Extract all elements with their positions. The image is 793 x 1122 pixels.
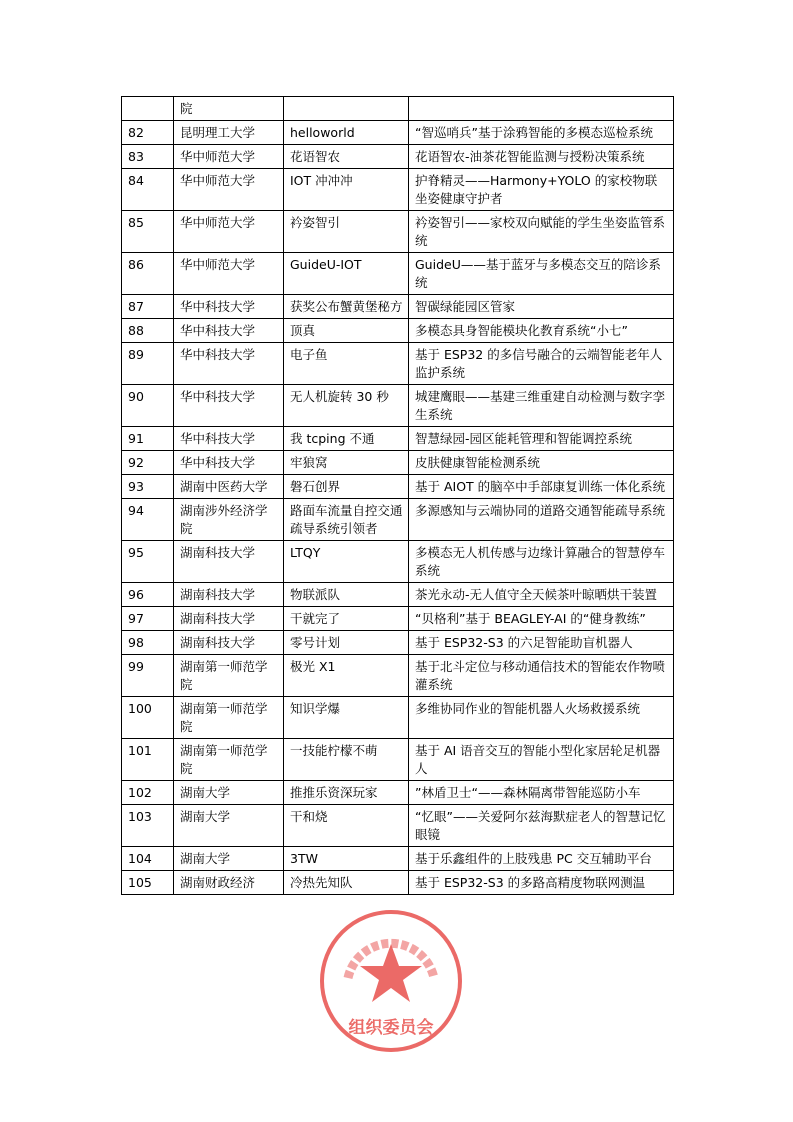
- work-title: “忆眼”——关爱阿尔兹海默症老人的智慧记忆眼镜: [409, 805, 674, 847]
- team-name: 干和烧: [284, 805, 409, 847]
- school-name: 湖南科技大学: [174, 583, 284, 607]
- table-row: [122, 781, 674, 805]
- work-title: 基于 ESP32-S3 的多路高精度物联网测温: [409, 871, 674, 895]
- row-number: 95: [122, 541, 174, 583]
- work-title: 茶光永动-无人值守全天候茶叶晾晒烘干装置: [409, 583, 674, 607]
- row-number: 91: [122, 427, 174, 451]
- table-row: [122, 169, 674, 211]
- table-row: [122, 583, 674, 607]
- team-name: 冷热先知队: [284, 871, 409, 895]
- row-number: 92: [122, 451, 174, 475]
- seal-text: 组织委员会: [348, 1018, 434, 1038]
- school-name: 湖南科技大学: [174, 541, 284, 583]
- work-title: 智慧绿园-园区能耗管理和智能调控系统: [409, 427, 674, 451]
- work-title: 皮肤健康智能检测系统: [409, 451, 674, 475]
- row-number: 93: [122, 475, 174, 499]
- row-number: 104: [122, 847, 174, 871]
- work-title: [409, 97, 674, 121]
- table-row: [122, 343, 674, 385]
- work-title: 护脊精灵——Harmony+YOLO 的家校物联坐姿健康守护者: [409, 169, 674, 211]
- team-name: GuideU-IOT: [284, 253, 409, 295]
- table-row: [122, 871, 674, 895]
- work-title: “贝格利”基于 BEAGLEY-AI 的“健身教练”: [409, 607, 674, 631]
- school-name: 湖南第一师范学院: [174, 697, 284, 739]
- table-row: [122, 385, 674, 427]
- table-row: [122, 655, 674, 697]
- row-number: 94: [122, 499, 174, 541]
- row-number: 86: [122, 253, 174, 295]
- row-number: 99: [122, 655, 174, 697]
- table-row: [122, 475, 674, 499]
- roster-body: [122, 97, 674, 895]
- table-row: [122, 697, 674, 739]
- team-name: 知识学爆: [284, 697, 409, 739]
- work-title: 衿姿智引——家校双向赋能的学生坐姿监管系统: [409, 211, 674, 253]
- table-row: [122, 97, 674, 121]
- row-number: [122, 97, 174, 121]
- team-name: 牢狼窝: [284, 451, 409, 475]
- school-name: 华中师范大学: [174, 169, 284, 211]
- team-name: 电子鱼: [284, 343, 409, 385]
- school-name: 湖南第一师范学院: [174, 655, 284, 697]
- school-name: 湖南科技大学: [174, 631, 284, 655]
- team-name: 衿姿智引: [284, 211, 409, 253]
- work-title: 多模态无人机传感与边缘计算融合的智慧停车系统: [409, 541, 674, 583]
- team-name: 我 tcping 不通: [284, 427, 409, 451]
- table-row: [122, 427, 674, 451]
- school-name: 院: [174, 97, 284, 121]
- work-title: 基于 AIOT 的脑卒中手部康复训练一体化系统: [409, 475, 674, 499]
- school-name: 湖南财政经济: [174, 871, 284, 895]
- school-name: 华中师范大学: [174, 253, 284, 295]
- school-name: 华中师范大学: [174, 211, 284, 253]
- school-name: 湖南大学: [174, 781, 284, 805]
- team-name: 磐石创界: [284, 475, 409, 499]
- seal-star-icon: [360, 944, 422, 1002]
- team-name: 极光 X1: [284, 655, 409, 697]
- row-number: 87: [122, 295, 174, 319]
- row-number: 100: [122, 697, 174, 739]
- school-name: 华中科技大学: [174, 295, 284, 319]
- team-name: 获奖公布蟹黄堡秘方: [284, 295, 409, 319]
- work-title: 多维协同作业的智能机器人火场救援系统: [409, 697, 674, 739]
- work-title: 基于北斗定位与移动通信技术的智能农作物喷灌系统: [409, 655, 674, 697]
- table-row: [122, 847, 674, 871]
- school-name: 昆明理工大学: [174, 121, 284, 145]
- work-title: 城建鹰眼——基建三维重建自动检测与数字孪生系统: [409, 385, 674, 427]
- school-name: 湖南第一师范学院: [174, 739, 284, 781]
- table-row: [122, 295, 674, 319]
- work-title: 基于乐鑫组件的上肢残患 PC 交互辅助平台: [409, 847, 674, 871]
- official-seal: [318, 908, 464, 1054]
- team-name: 3TW: [284, 847, 409, 871]
- row-number: 97: [122, 607, 174, 631]
- work-title: “智巡哨兵”基于涂鸦智能的多模态巡检系统: [409, 121, 674, 145]
- work-title: 基于 ESP32-S3 的六足智能助盲机器人: [409, 631, 674, 655]
- school-name: 湖南科技大学: [174, 607, 284, 631]
- team-name: IOT 冲冲冲: [284, 169, 409, 211]
- table-row: [122, 253, 674, 295]
- row-number: 88: [122, 319, 174, 343]
- row-number: 85: [122, 211, 174, 253]
- table-row: [122, 541, 674, 583]
- roster-table: [121, 96, 674, 895]
- school-name: 华中科技大学: [174, 451, 284, 475]
- school-name: 湖南大学: [174, 805, 284, 847]
- work-title: 基于 AI 语音交互的智能小型化家居轮足机器人: [409, 739, 674, 781]
- team-name: 推推乐资深玩家: [284, 781, 409, 805]
- team-name: helloworld: [284, 121, 409, 145]
- table-row: [122, 631, 674, 655]
- team-name: 物联派队: [284, 583, 409, 607]
- table-row: [122, 805, 674, 847]
- work-title: 多源感知与云端协同的道路交通智能疏导系统: [409, 499, 674, 541]
- school-name: 华中科技大学: [174, 319, 284, 343]
- work-title: ”林盾卫士“——森林隔离带智能巡防小车: [409, 781, 674, 805]
- work-title: 花语智农-油茶花智能监测与授粉决策系统: [409, 145, 674, 169]
- team-name: 无人机旋转 30 秒: [284, 385, 409, 427]
- table-row: [122, 211, 674, 253]
- team-name: [284, 97, 409, 121]
- table-row: [122, 499, 674, 541]
- row-number: 83: [122, 145, 174, 169]
- row-number: 89: [122, 343, 174, 385]
- team-name: LTQY: [284, 541, 409, 583]
- row-number: 98: [122, 631, 174, 655]
- row-number: 96: [122, 583, 174, 607]
- table-row: [122, 451, 674, 475]
- team-name: 干就完了: [284, 607, 409, 631]
- table-row: [122, 121, 674, 145]
- school-name: 湖南涉外经济学院: [174, 499, 284, 541]
- work-title: GuideU——基于蓝牙与多模态交互的陪诊系统: [409, 253, 674, 295]
- table-row: [122, 739, 674, 781]
- school-name: 华中科技大学: [174, 385, 284, 427]
- work-title: 多模态具身智能模块化教育系统“小七”: [409, 319, 674, 343]
- row-number: 84: [122, 169, 174, 211]
- work-title: 智碳绿能园区管家: [409, 295, 674, 319]
- work-title: 基于 ESP32 的多信号融合的云端智能老年人监护系统: [409, 343, 674, 385]
- school-name: 湖南中医药大学: [174, 475, 284, 499]
- school-name: 湖南大学: [174, 847, 284, 871]
- table-row: [122, 145, 674, 169]
- team-name: 花语智农: [284, 145, 409, 169]
- team-name: 一技能柠檬不萌: [284, 739, 409, 781]
- team-name: 路面车流量自控交通疏导系统引领者: [284, 499, 409, 541]
- table-row: [122, 607, 674, 631]
- row-number: 103: [122, 805, 174, 847]
- school-name: 华中科技大学: [174, 427, 284, 451]
- table-row: [122, 319, 674, 343]
- school-name: 华中科技大学: [174, 343, 284, 385]
- school-name: 华中师范大学: [174, 145, 284, 169]
- row-number: 101: [122, 739, 174, 781]
- team-name: 零号计划: [284, 631, 409, 655]
- team-name: 顶真: [284, 319, 409, 343]
- row-number: 90: [122, 385, 174, 427]
- row-number: 102: [122, 781, 174, 805]
- row-number: 82: [122, 121, 174, 145]
- row-number: 105: [122, 871, 174, 895]
